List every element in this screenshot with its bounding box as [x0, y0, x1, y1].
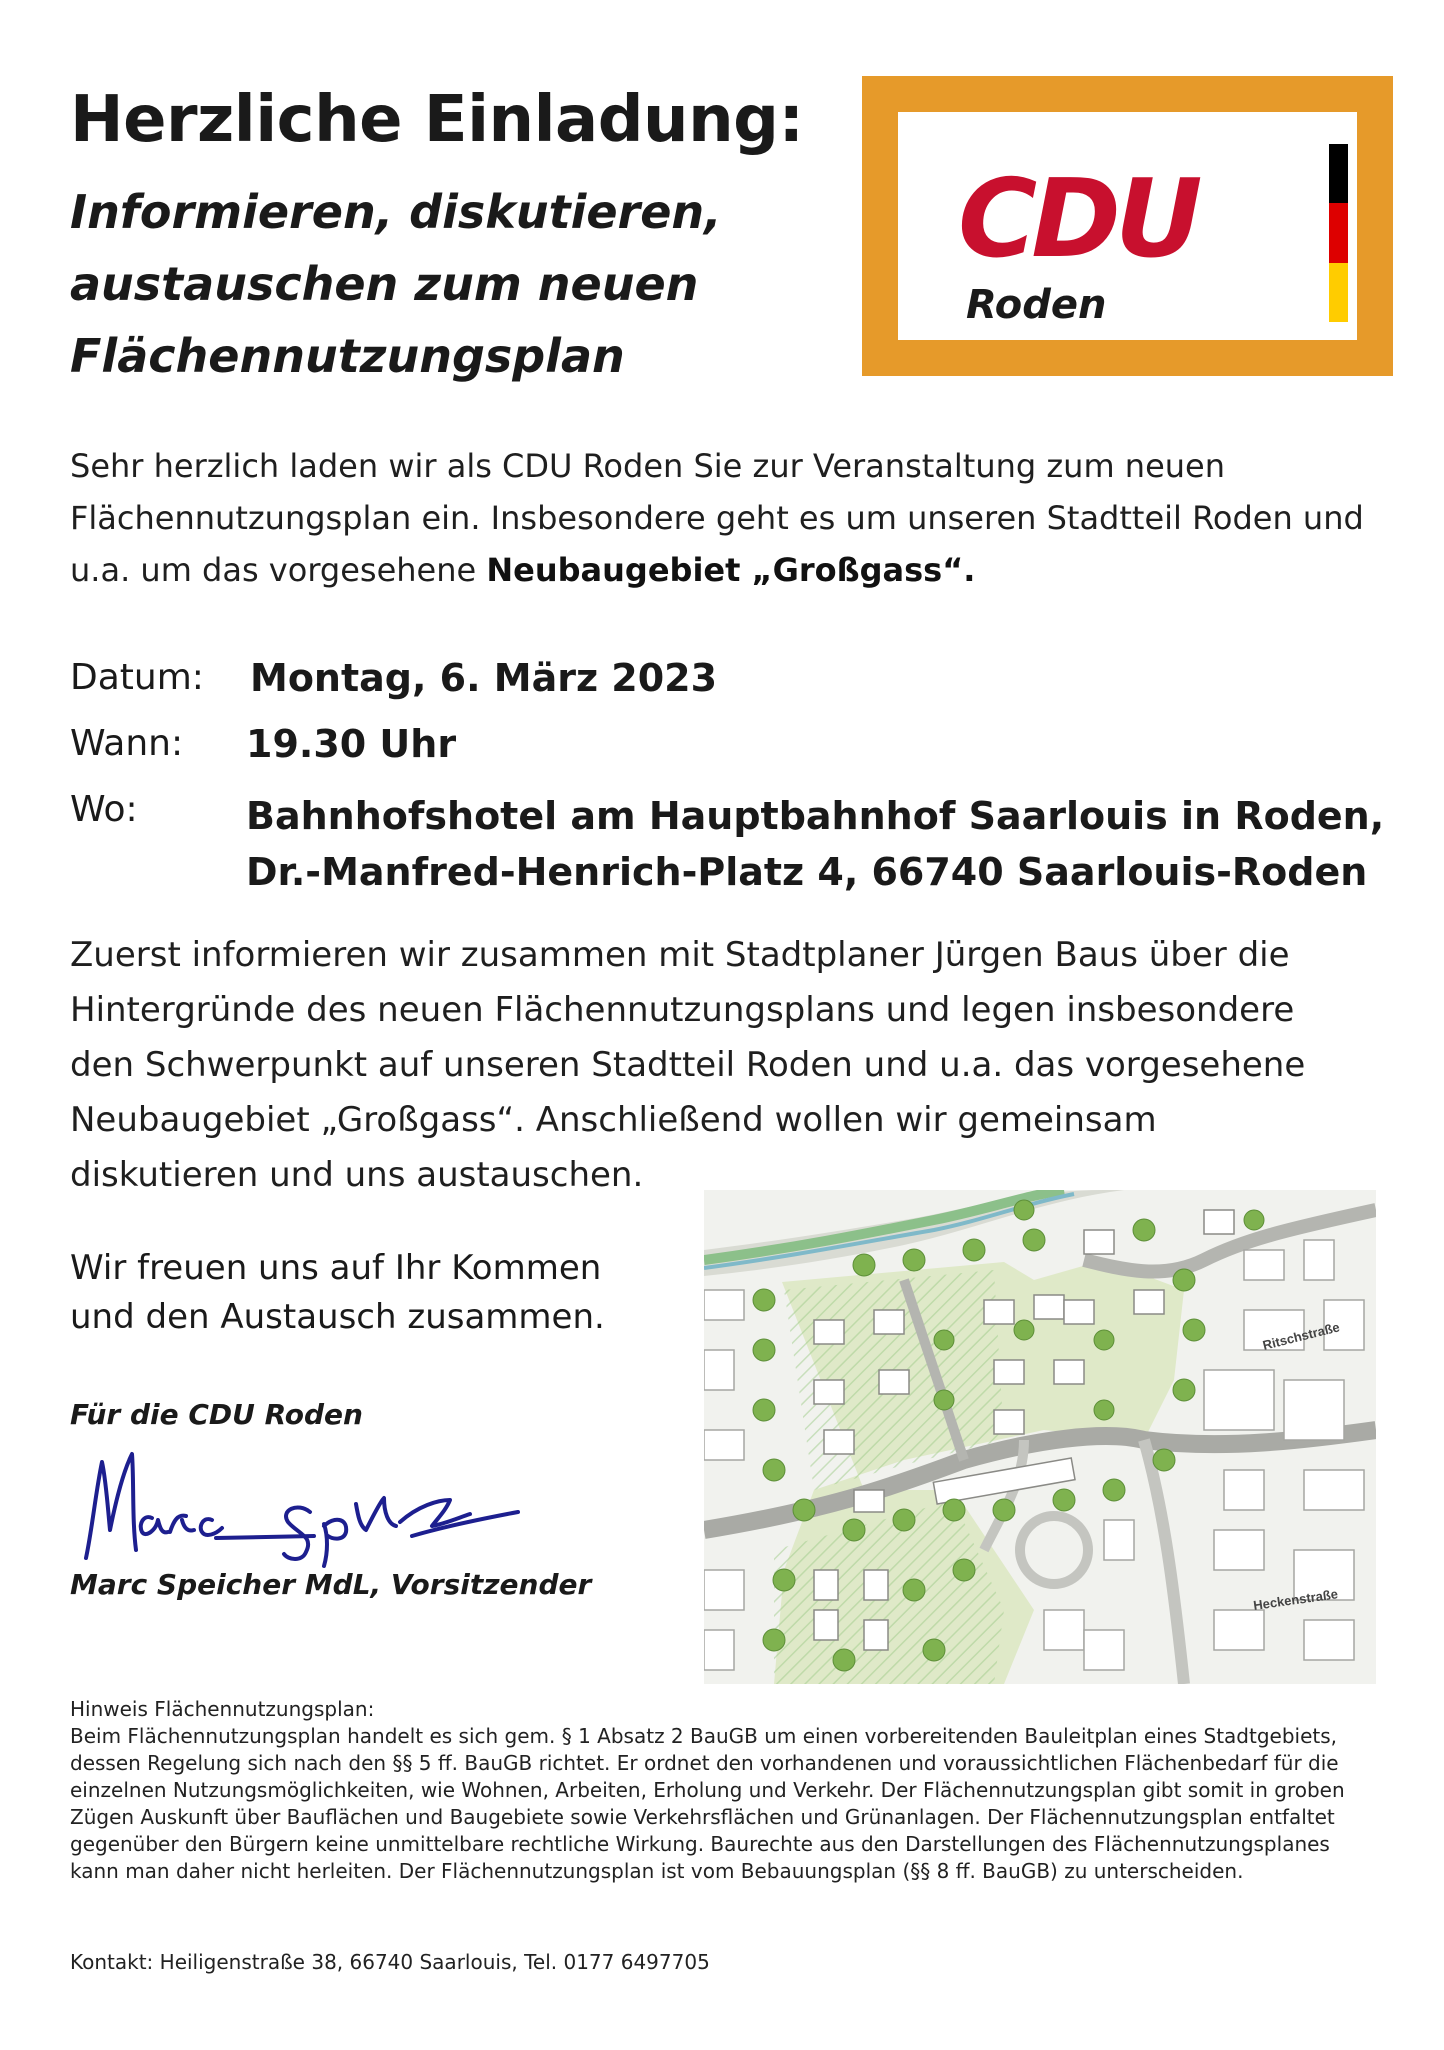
place-line-1: Bahnhofshotel am Hauptbahnhof Saarlouis in Roden,: [246, 794, 1385, 838]
subtitle-line-2: austauschen zum neuen: [70, 257, 699, 311]
note-heading: Hinweis Flächennutzungsplan:: [70, 1697, 375, 1721]
time-value: 19.30 Uhr: [246, 722, 457, 766]
legal-note: [70, 1696, 1390, 1885]
flag-stripe-gold: [1329, 263, 1348, 322]
handwritten-signature: [66, 1440, 526, 1570]
flag-stripe-red: [1329, 203, 1348, 262]
signer-name: Marc Speicher MdL, Vorsitzender: [70, 1568, 592, 1601]
body-line-2: Hintergründe des neuen Flächennutzungsplans und legen insbesondere: [70, 990, 1295, 1030]
time-label: Wann:: [70, 723, 184, 764]
contact-info: Kontakt: Heiligenstraße 38, 66740 Saarlouis, Tel. 0177 6497705: [70, 1950, 710, 1974]
date-value: Montag, 6. März 2023: [250, 656, 718, 700]
note-line-5: gegenüber den Bürgern keine unmittelbare rechtliche Wirkung. Baurechte aus den Darstellungen des Flächennutzungsplanes: [70, 1832, 1330, 1856]
place-label: Wo:: [70, 789, 138, 830]
development-plan-map: [704, 1190, 1376, 1684]
body-line-1: Zuerst informieren wir zusammen mit Stadtplaner Jürgen Baus über die: [70, 935, 1290, 975]
intro-paragraph: [70, 440, 1390, 596]
note-line-4: Zügen Auskunft über Bauflächen und Baugebiete sowie Verkehrsflächen und Grünanlagen. Der Flächennutzungsplan entfaltet: [70, 1805, 1335, 1829]
body-paragraph: [70, 928, 1410, 1203]
date-label: Datum:: [70, 657, 204, 698]
flag-stripe-black: [1329, 144, 1348, 203]
closing-line-1: Wir freuen uns auf Ihr Kommen: [70, 1248, 602, 1288]
page-title: Herzliche Einladung:: [70, 83, 804, 157]
page-subtitle: [70, 176, 750, 392]
logo-location-text: Roden: [966, 282, 1107, 328]
cdu-roden-logo: [862, 76, 1393, 376]
note-line-2: dessen Regelung sich nach den §§ 5 ff. BauGB richtet. Er ordnet den vorhandenen und voraussichtlichen Flächenbedarf für die: [70, 1751, 1339, 1775]
subtitle-line-1: Informieren, diskutieren,: [70, 185, 722, 239]
body-line-5: diskutieren und uns austauschen.: [70, 1155, 644, 1195]
place-line-2: Dr.-Manfred-Henrich-Platz 4, 66740 Saarlouis-Roden: [246, 850, 1368, 894]
signed-for-label: Für die CDU Roden: [70, 1398, 363, 1431]
note-line-1: Beim Flächennutzungsplan handelt es sich gem. § 1 Absatz 2 BauGB um einen vorbereitenden Bauleitplan eines Stadtgebiets,: [70, 1724, 1338, 1748]
map-street-label-2: Heckenstraße: [1252, 1586, 1339, 1613]
closing-line-2: und den Austausch zusammen.: [70, 1297, 605, 1337]
body-line-4: Neubaugebiet „Großgass“. Anschließend wollen wir gemeinsam: [70, 1100, 1157, 1140]
map-street-label-1: Ritschstraße: [1261, 1319, 1342, 1353]
logo-inner: [898, 112, 1357, 340]
body-line-3: den Schwerpunkt auf unseren Stadtteil Roden und u.a. das vorgesehene: [70, 1045, 1306, 1085]
subtitle-line-3: Flächennutzungsplan: [70, 329, 625, 383]
note-line-3: einzelnen Nutzungsmöglichkeiten, wie Wohnen, Arbeiten, Erholung und Verkehr. Der Flächennutzungsplan gibt somit in groben: [70, 1778, 1345, 1802]
place-value: [246, 788, 1384, 900]
german-flag-icon: [1329, 144, 1348, 322]
signature-handwriting: Marc Speicher: [66, 1440, 74, 1441]
intro-highlight: Neubaugebiet „Großgass“.: [486, 551, 976, 589]
logo-brand-text: CDU: [958, 157, 1197, 282]
note-line-6: kann man daher nicht herleiten. Der Flächennutzungsplan ist vom Bebauungsplan (§§ 8 ff. BauGB) zu unterscheiden.: [70, 1859, 1244, 1883]
intro-text: Sehr herzlich laden wir als CDU Roden Sie zur Veranstaltung zum neuen Flächennutzungsplan ein. Insbesondere geht es um unseren Stadtteil Roden und u.a. um das vorgesehene: [70, 447, 1364, 589]
closing-paragraph: [70, 1244, 605, 1342]
